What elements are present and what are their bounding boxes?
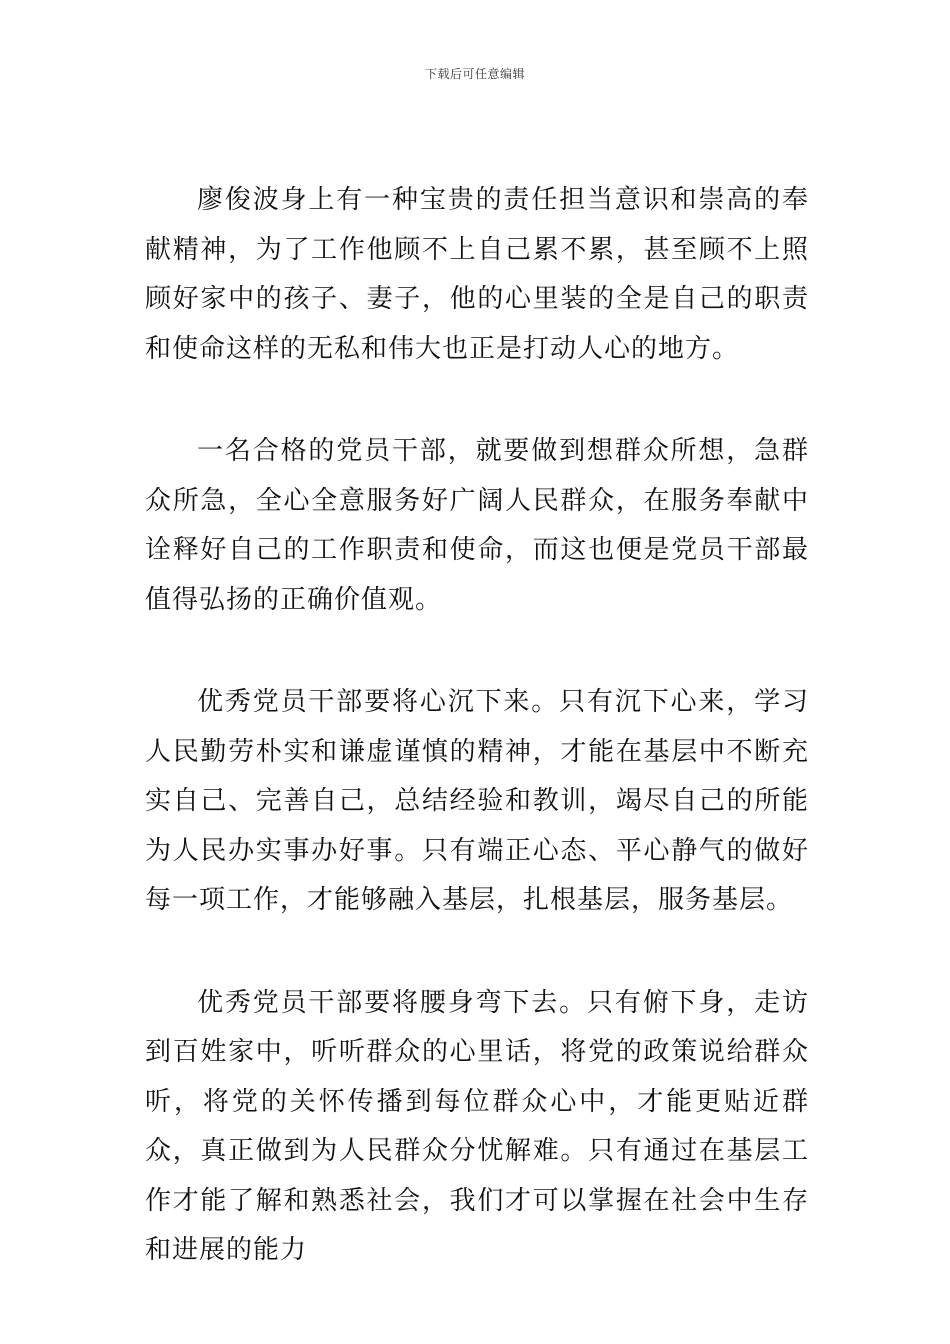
page-header: 下载后可任意编辑 (424, 67, 525, 81)
paragraph-2: 一名合格的党员干部，就要做到想群众所想，急群众所急，全心全意服务好广阔人民群众，在服务奉献中诠释好自己的工作职责和使命，而这也便是党员干部最值得弘扬的正确价值观。 (145, 436, 809, 615)
document-body (145, 176, 809, 1276)
paragraph-1: 廖俊波身上有一种宝贵的责任担当意识和崇高的奉献精神，为了工作他顾不上自己累不累，甚至顾不上照顾好家中的孩子、妻子，他的心里装的全是自己的职责和使命这样的无私和伟大也正是打动人心的地方。 (145, 185, 809, 364)
paragraph-4: 优秀党员干部要将腰身弯下去。只有俯下身，走访到百姓家中，听听群众的心里话，将党的政策说给群众听，将党的关怀传播到每位群众心中，才能更贴近群众，真正做到为人民群众分忧解难。只有通过在基层工作才能了解和熟悉社会，我们才可以掌握在社会中生存和进展的能力 (145, 987, 809, 1265)
paragraph-3: 优秀党员干部要将心沉下来。只有沉下心来，学习人民勤劳朴实和谦虚谨慎的精神，才能在基层中不断充实自己、完善自己，总结经验和教训，竭尽自己的所能为人民办实事办好事。只有端正心态、平心静气的做好每一项工作，才能够融入基层，扎根基层，服务基层。 (145, 687, 809, 915)
